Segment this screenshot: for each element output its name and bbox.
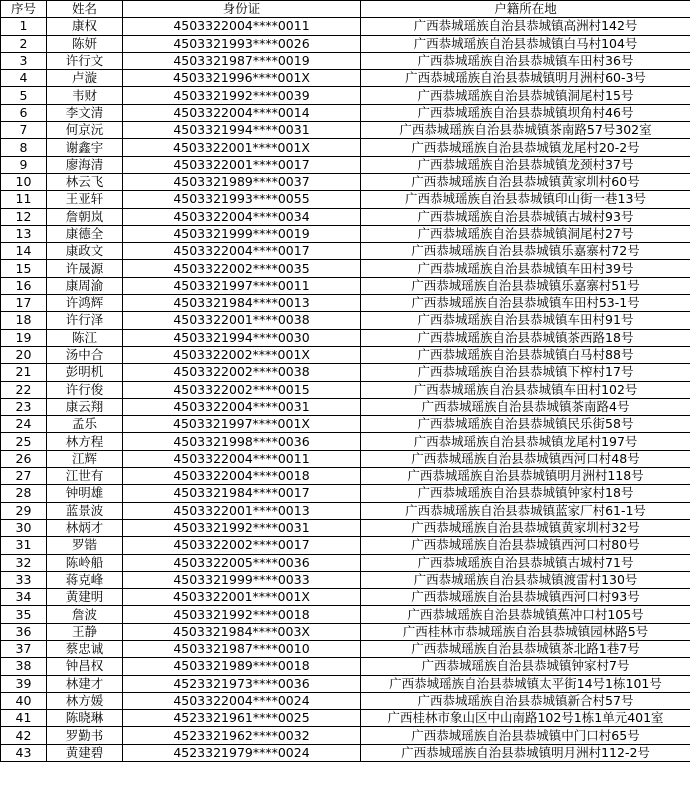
cell-seq: 16 xyxy=(1,277,47,294)
table-row xyxy=(1,208,690,225)
cell-name: 王亚轩 xyxy=(47,191,123,208)
cell-seq: 43 xyxy=(1,744,47,761)
cell-address: 广西桂林市象山区中山南路102号1栋1单元401室 xyxy=(361,710,690,727)
cell-id: 4503322005****0036 xyxy=(123,554,361,571)
cell-address: 广西恭城瑶族自治县恭城镇西河口村93号 xyxy=(361,589,690,606)
cell-name: 康周渝 xyxy=(47,277,123,294)
cell-address: 广西恭城瑶族自治县恭城镇白马村104号 xyxy=(361,35,690,52)
cell-name: 许行泽 xyxy=(47,312,123,329)
table-row xyxy=(1,346,690,363)
table-body xyxy=(1,18,690,762)
cell-id: 4503321999****0019 xyxy=(123,225,361,242)
cell-name: 詹波 xyxy=(47,606,123,623)
cell-name: 卢漩 xyxy=(47,70,123,87)
cell-seq: 32 xyxy=(1,554,47,571)
table-row xyxy=(1,70,690,87)
cell-address: 广西恭城瑶族自治县恭城镇茶南路4号 xyxy=(361,398,690,415)
cell-address: 广西恭城瑶族自治县恭城镇茶西路18号 xyxy=(361,329,690,346)
cell-name: 陈晓琳 xyxy=(47,710,123,727)
cell-id: 4503322001****001X xyxy=(123,139,361,156)
cell-name: 许行俊 xyxy=(47,381,123,398)
cell-id: 4503321992****0018 xyxy=(123,606,361,623)
cell-name: 蓝景波 xyxy=(47,502,123,519)
cell-id: 4503321993****0026 xyxy=(123,35,361,52)
table-row xyxy=(1,658,690,675)
cell-id: 4503321992****0031 xyxy=(123,519,361,536)
cell-id: 4503322004****0011 xyxy=(123,450,361,467)
table-row xyxy=(1,18,690,35)
cell-id: 4503322002****0038 xyxy=(123,364,361,381)
table-row xyxy=(1,35,690,52)
cell-seq: 12 xyxy=(1,208,47,225)
cell-id: 4503321987****0019 xyxy=(123,52,361,69)
cell-id: 4503322001****001X xyxy=(123,589,361,606)
table-row xyxy=(1,519,690,536)
cell-id: 4503322002****0035 xyxy=(123,260,361,277)
table-row xyxy=(1,692,690,709)
cell-id: 4503322004****0024 xyxy=(123,692,361,709)
cell-address: 广西恭城瑶族自治县恭城镇龙尾村197号 xyxy=(361,433,690,450)
cell-seq: 2 xyxy=(1,35,47,52)
cell-address: 广西恭城瑶族自治县恭城镇明月洲村118号 xyxy=(361,468,690,485)
cell-name: 蒋克峰 xyxy=(47,571,123,588)
cell-seq: 19 xyxy=(1,329,47,346)
cell-seq: 15 xyxy=(1,260,47,277)
cell-id: 4503321996****001X xyxy=(123,70,361,87)
cell-id: 4503321999****0033 xyxy=(123,571,361,588)
header-address: 户籍所在地 xyxy=(361,1,690,18)
cell-id: 4503321994****0031 xyxy=(123,122,361,139)
cell-name: 钟明雄 xyxy=(47,485,123,502)
table-row xyxy=(1,502,690,519)
cell-seq: 31 xyxy=(1,537,47,554)
cell-id: 4503321997****0011 xyxy=(123,277,361,294)
cell-seq: 35 xyxy=(1,606,47,623)
cell-id: 4503322001****0013 xyxy=(123,502,361,519)
cell-seq: 34 xyxy=(1,589,47,606)
cell-seq: 27 xyxy=(1,468,47,485)
cell-name: 钟昌权 xyxy=(47,658,123,675)
cell-address: 广西恭城瑶族自治县恭城镇民乐街58号 xyxy=(361,416,690,433)
cell-id: 4503322004****0031 xyxy=(123,398,361,415)
cell-address: 广西恭城瑶族自治县恭城镇古城村71号 xyxy=(361,554,690,571)
table-row xyxy=(1,398,690,415)
cell-address: 广西恭城瑶族自治县恭城镇洞尾村27号 xyxy=(361,225,690,242)
cell-name: 许鸿辉 xyxy=(47,295,123,312)
cell-address: 广西恭城瑶族自治县恭城镇西河口村80号 xyxy=(361,537,690,554)
cell-name: 汤中合 xyxy=(47,346,123,363)
cell-id: 4503322004****0034 xyxy=(123,208,361,225)
cell-address: 广西恭城瑶族自治县恭城镇龙尾村20-2号 xyxy=(361,139,690,156)
cell-id: 4503321984****0013 xyxy=(123,295,361,312)
cell-address: 广西恭城瑶族自治县恭城镇黄家圳村32号 xyxy=(361,519,690,536)
cell-name: 孟乐 xyxy=(47,416,123,433)
cell-address: 广西恭城瑶族自治县恭城镇车田村53-1号 xyxy=(361,295,690,312)
cell-seq: 37 xyxy=(1,640,47,657)
cell-seq: 40 xyxy=(1,692,47,709)
cell-name: 许行文 xyxy=(47,52,123,69)
table-row xyxy=(1,485,690,502)
cell-name: 谢鑫宇 xyxy=(47,139,123,156)
cell-name: 林云飞 xyxy=(47,173,123,190)
table-row xyxy=(1,554,690,571)
cell-seq: 38 xyxy=(1,658,47,675)
cell-id: 4503321997****001X xyxy=(123,416,361,433)
cell-name: 罗锴 xyxy=(47,537,123,554)
cell-name: 李文清 xyxy=(47,104,123,121)
table-row xyxy=(1,156,690,173)
cell-address: 广西恭城瑶族自治县恭城镇古城村93号 xyxy=(361,208,690,225)
cell-name: 康权 xyxy=(47,18,123,35)
cell-seq: 41 xyxy=(1,710,47,727)
cell-address: 广西恭城瑶族自治县恭城镇新合村57号 xyxy=(361,692,690,709)
cell-name: 林方媛 xyxy=(47,692,123,709)
cell-seq: 25 xyxy=(1,433,47,450)
cell-seq: 8 xyxy=(1,139,47,156)
table-row xyxy=(1,243,690,260)
cell-seq: 7 xyxy=(1,122,47,139)
table-row xyxy=(1,191,690,208)
cell-address: 广西恭城瑶族自治县恭城镇黄家圳村60号 xyxy=(361,173,690,190)
cell-address: 广西恭城瑶族自治县恭城镇钟家村18号 xyxy=(361,485,690,502)
table-row xyxy=(1,571,690,588)
header-name: 姓名 xyxy=(47,1,123,18)
cell-seq: 11 xyxy=(1,191,47,208)
cell-name: 彭明机 xyxy=(47,364,123,381)
cell-address: 广西恭城瑶族自治县恭城镇龙颈村37号 xyxy=(361,156,690,173)
cell-name: 许晟源 xyxy=(47,260,123,277)
table-row xyxy=(1,104,690,121)
table-row xyxy=(1,675,690,692)
table-row xyxy=(1,468,690,485)
cell-id: 4503321989****0018 xyxy=(123,658,361,675)
table-row xyxy=(1,139,690,156)
cell-name: 蔡忠诚 xyxy=(47,640,123,657)
table-row xyxy=(1,329,690,346)
cell-name: 黄建明 xyxy=(47,589,123,606)
table-row xyxy=(1,277,690,294)
cell-name: 康政文 xyxy=(47,243,123,260)
cell-name: 韦财 xyxy=(47,87,123,104)
cell-seq: 6 xyxy=(1,104,47,121)
cell-address: 广西恭城瑶族自治县恭城镇车田村36号 xyxy=(361,52,690,69)
cell-seq: 10 xyxy=(1,173,47,190)
cell-name: 林炳才 xyxy=(47,519,123,536)
cell-id: 4503322001****0017 xyxy=(123,156,361,173)
cell-name: 林方程 xyxy=(47,433,123,450)
table-row xyxy=(1,260,690,277)
cell-seq: 18 xyxy=(1,312,47,329)
table-row xyxy=(1,589,690,606)
table-row xyxy=(1,727,690,744)
cell-address: 广西恭城瑶族自治县恭城镇明月洲村60-3号 xyxy=(361,70,690,87)
cell-name: 何京沅 xyxy=(47,122,123,139)
cell-seq: 14 xyxy=(1,243,47,260)
cell-id: 4503322004****0017 xyxy=(123,243,361,260)
table-row xyxy=(1,173,690,190)
cell-id: 4503322004****0014 xyxy=(123,104,361,121)
cell-address: 广西恭城瑶族自治县恭城镇钟家村7号 xyxy=(361,658,690,675)
cell-id: 4503322002****001X xyxy=(123,346,361,363)
cell-seq: 1 xyxy=(1,18,47,35)
cell-address: 广西恭城瑶族自治县恭城镇坝角村46号 xyxy=(361,104,690,121)
cell-id: 4503321984****003X xyxy=(123,623,361,640)
cell-address: 广西恭城瑶族自治县恭城镇茶南路57号302室 xyxy=(361,122,690,139)
cell-seq: 29 xyxy=(1,502,47,519)
header-id: 身份证 xyxy=(123,1,361,18)
cell-address: 广西桂林市恭城瑶族自治县恭城镇园林路5号 xyxy=(361,623,690,640)
cell-name: 林建才 xyxy=(47,675,123,692)
cell-seq: 33 xyxy=(1,571,47,588)
cell-id: 4523321979****0024 xyxy=(123,744,361,761)
cell-id: 4503322002****0017 xyxy=(123,537,361,554)
table-row xyxy=(1,710,690,727)
cell-address: 广西恭城瑶族自治县恭城镇蓝家厂村61-1号 xyxy=(361,502,690,519)
cell-seq: 17 xyxy=(1,295,47,312)
cell-id: 4503321993****0055 xyxy=(123,191,361,208)
table-row xyxy=(1,744,690,761)
table-row xyxy=(1,295,690,312)
cell-seq: 24 xyxy=(1,416,47,433)
cell-seq: 42 xyxy=(1,727,47,744)
cell-id: 4503321994****0030 xyxy=(123,329,361,346)
cell-id: 4523321961****0025 xyxy=(123,710,361,727)
cell-address: 广西恭城瑶族自治县恭城镇高洲村142号 xyxy=(361,18,690,35)
cell-id: 4503321987****0010 xyxy=(123,640,361,657)
cell-address: 广西恭城瑶族自治县恭城镇下榨村17号 xyxy=(361,364,690,381)
table-row xyxy=(1,122,690,139)
cell-name: 黄建碧 xyxy=(47,744,123,761)
table-row xyxy=(1,640,690,657)
cell-id: 4503321984****0017 xyxy=(123,485,361,502)
cell-id: 4523321962****0032 xyxy=(123,727,361,744)
cell-name: 江世有 xyxy=(47,468,123,485)
cell-address: 广西恭城瑶族自治县恭城镇西河口村48号 xyxy=(361,450,690,467)
cell-seq: 21 xyxy=(1,364,47,381)
cell-address: 广西恭城瑶族自治县恭城镇车田村39号 xyxy=(361,260,690,277)
table-row xyxy=(1,537,690,554)
cell-name: 陈妍 xyxy=(47,35,123,52)
cell-address: 广西恭城瑶族自治县恭城镇太平街14号1栋101号 xyxy=(361,675,690,692)
cell-seq: 36 xyxy=(1,623,47,640)
table-row xyxy=(1,312,690,329)
cell-address: 广西恭城瑶族自治县恭城镇中门口村65号 xyxy=(361,727,690,744)
cell-address: 广西恭城瑶族自治县恭城镇白马村88号 xyxy=(361,346,690,363)
cell-name: 陈岭船 xyxy=(47,554,123,571)
cell-name: 江辉 xyxy=(47,450,123,467)
cell-address: 广西恭城瑶族自治县恭城镇乐嘉寨村72号 xyxy=(361,243,690,260)
cell-seq: 13 xyxy=(1,225,47,242)
cell-id: 4503321998****0036 xyxy=(123,433,361,450)
cell-address: 广西恭城瑶族自治县恭城镇渡雷村130号 xyxy=(361,571,690,588)
cell-address: 广西恭城瑶族自治县恭城镇洞尾村15号 xyxy=(361,87,690,104)
cell-id: 4503322004****0018 xyxy=(123,468,361,485)
cell-address: 广西恭城瑶族自治县恭城镇明月洲村112-2号 xyxy=(361,744,690,761)
table-row xyxy=(1,52,690,69)
cell-id: 4503322002****0015 xyxy=(123,381,361,398)
cell-name: 廖海清 xyxy=(47,156,123,173)
cell-address: 广西恭城瑶族自治县恭城镇车田村91号 xyxy=(361,312,690,329)
cell-seq: 28 xyxy=(1,485,47,502)
cell-seq: 22 xyxy=(1,381,47,398)
cell-id: 4523321973****0036 xyxy=(123,675,361,692)
table-row xyxy=(1,623,690,640)
cell-address: 广西恭城瑶族自治县恭城镇印山街一巷13号 xyxy=(361,191,690,208)
cell-seq: 3 xyxy=(1,52,47,69)
table-row xyxy=(1,381,690,398)
cell-address: 广西恭城瑶族自治县恭城镇车田村102号 xyxy=(361,381,690,398)
cell-address: 广西恭城瑶族自治县恭城镇蕉冲口村105号 xyxy=(361,606,690,623)
table-row xyxy=(1,450,690,467)
cell-seq: 4 xyxy=(1,70,47,87)
cell-seq: 20 xyxy=(1,346,47,363)
cell-seq: 30 xyxy=(1,519,47,536)
table-row xyxy=(1,87,690,104)
cell-seq: 9 xyxy=(1,156,47,173)
cell-name: 罗勤书 xyxy=(47,727,123,744)
cell-id: 4503322004****0011 xyxy=(123,18,361,35)
cell-seq: 39 xyxy=(1,675,47,692)
cell-name: 康云翔 xyxy=(47,398,123,415)
cell-name: 康德全 xyxy=(47,225,123,242)
cell-name: 詹朝岚 xyxy=(47,208,123,225)
table-row xyxy=(1,606,690,623)
table-row xyxy=(1,416,690,433)
header-row xyxy=(1,1,690,18)
cell-id: 4503321992****0039 xyxy=(123,87,361,104)
table-row xyxy=(1,225,690,242)
table-row xyxy=(1,364,690,381)
cell-seq: 5 xyxy=(1,87,47,104)
cell-seq: 23 xyxy=(1,398,47,415)
cell-id: 4503321989****0037 xyxy=(123,173,361,190)
cell-address: 广西恭城瑶族自治县恭城镇乐嘉寨村51号 xyxy=(361,277,690,294)
header-seq: 序号 xyxy=(1,1,47,18)
cell-address: 广西恭城瑶族自治县恭城镇茶北路1巷7号 xyxy=(361,640,690,657)
cell-seq: 26 xyxy=(1,450,47,467)
cell-name: 陈江 xyxy=(47,329,123,346)
table-row xyxy=(1,433,690,450)
cell-name: 王静 xyxy=(47,623,123,640)
cell-id: 4503322001****0038 xyxy=(123,312,361,329)
